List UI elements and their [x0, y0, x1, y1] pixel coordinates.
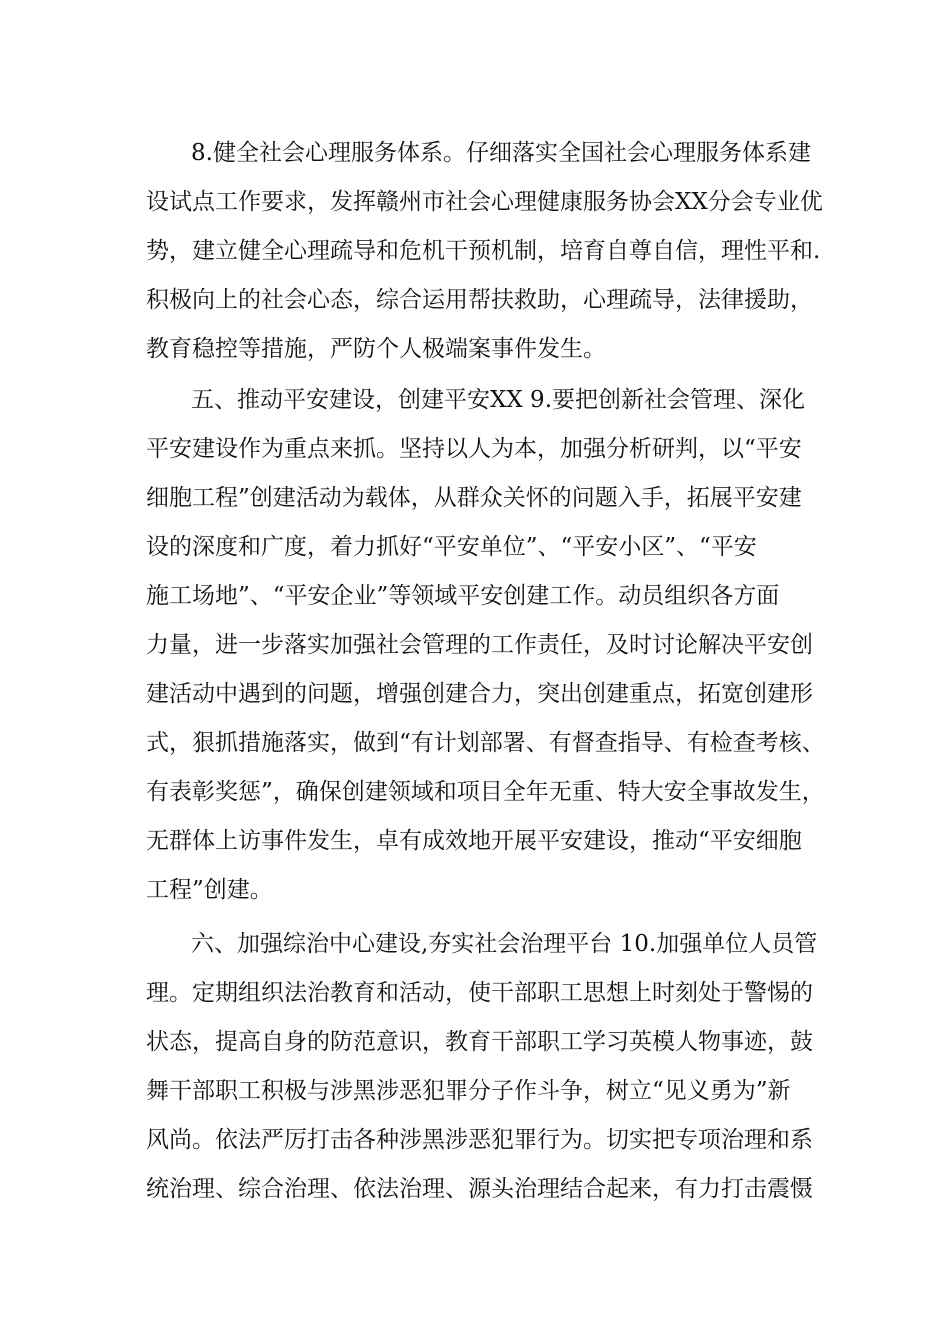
text-line: 势，建立健全心理疏导和危机干预机制，培育自尊自信，理性平和.: [146, 238, 821, 264]
text-line: 细胞工程”创建活动为载体，从群众关怀的问题入手，拓展平安建: [146, 485, 802, 511]
text-line: 积极向上的社会心态，综合运用帮扶救助，心理疏导，法律援助，: [146, 287, 813, 313]
text-line: 设的深度和广度，着力抓好“平安单位”、“平安小区”、“平安: [146, 534, 757, 560]
text-line: 建活动中遇到的问题，增强创建合力，突出创建重点，拓宽创建形: [146, 681, 813, 707]
text-line: 设试点工作要求，发挥赣州市社会心理健康服务协会XX分会专业优: [146, 189, 823, 215]
text-line: 五、推动平安建设，创建平安XX 9.要把创新社会管理、深化: [191, 387, 806, 413]
text-line: 式，狠抓措施落实，做到“有计划部署、有督查指导、有检查考核、: [146, 730, 825, 756]
text-line: 六、加强综治中心建设,夯实社会治理平台 10.加强单位人员管: [191, 931, 818, 957]
text-line: 风尚。依法严厉打击各种涉黑涉恶犯罪行为。切实把专项治理和系: [146, 1127, 813, 1153]
text-line: 统治理、综合治理、依法治理、源头治理结合起来，有力打击震慑: [146, 1176, 813, 1202]
text-line: 平安建设作为重点来抓。坚持以人为本，加强分析研判，以“平安: [146, 436, 802, 462]
text-line: 力量，进一步落实加强社会管理的工作责任，及时讨论解决平安创: [146, 632, 813, 658]
text-line: 施工场地”、“平安企业”等领域平安创建工作。动员组织各方面: [146, 583, 780, 609]
text-line: 有表彰奖惩”，确保创建领域和项目全年无重、特大安全事故发生，: [146, 779, 825, 805]
text-line: 理。定期组织法治教育和活动，使干部职工思想上时刻处于警惕的: [146, 980, 813, 1006]
text-line: 无群体上访事件发生，卓有成效地开展平安建设，推动“平安细胞: [146, 828, 802, 854]
text-line: 教育稳控等措施，严防个人极端案事件发生。: [146, 336, 606, 362]
text-line: 舞干部职工积极与涉黑涉恶犯罪分子作斗争，树立“见义勇为”新: [146, 1078, 791, 1104]
text-line: 状态，提高自身的防范意识，教育干部职工学习英模人物事迹，鼓: [146, 1029, 813, 1055]
text-line: 工程”创建。: [146, 877, 273, 903]
text-line: 8.健全社会心理服务体系。仔细落实全国社会心理服务体系建: [191, 140, 811, 166]
